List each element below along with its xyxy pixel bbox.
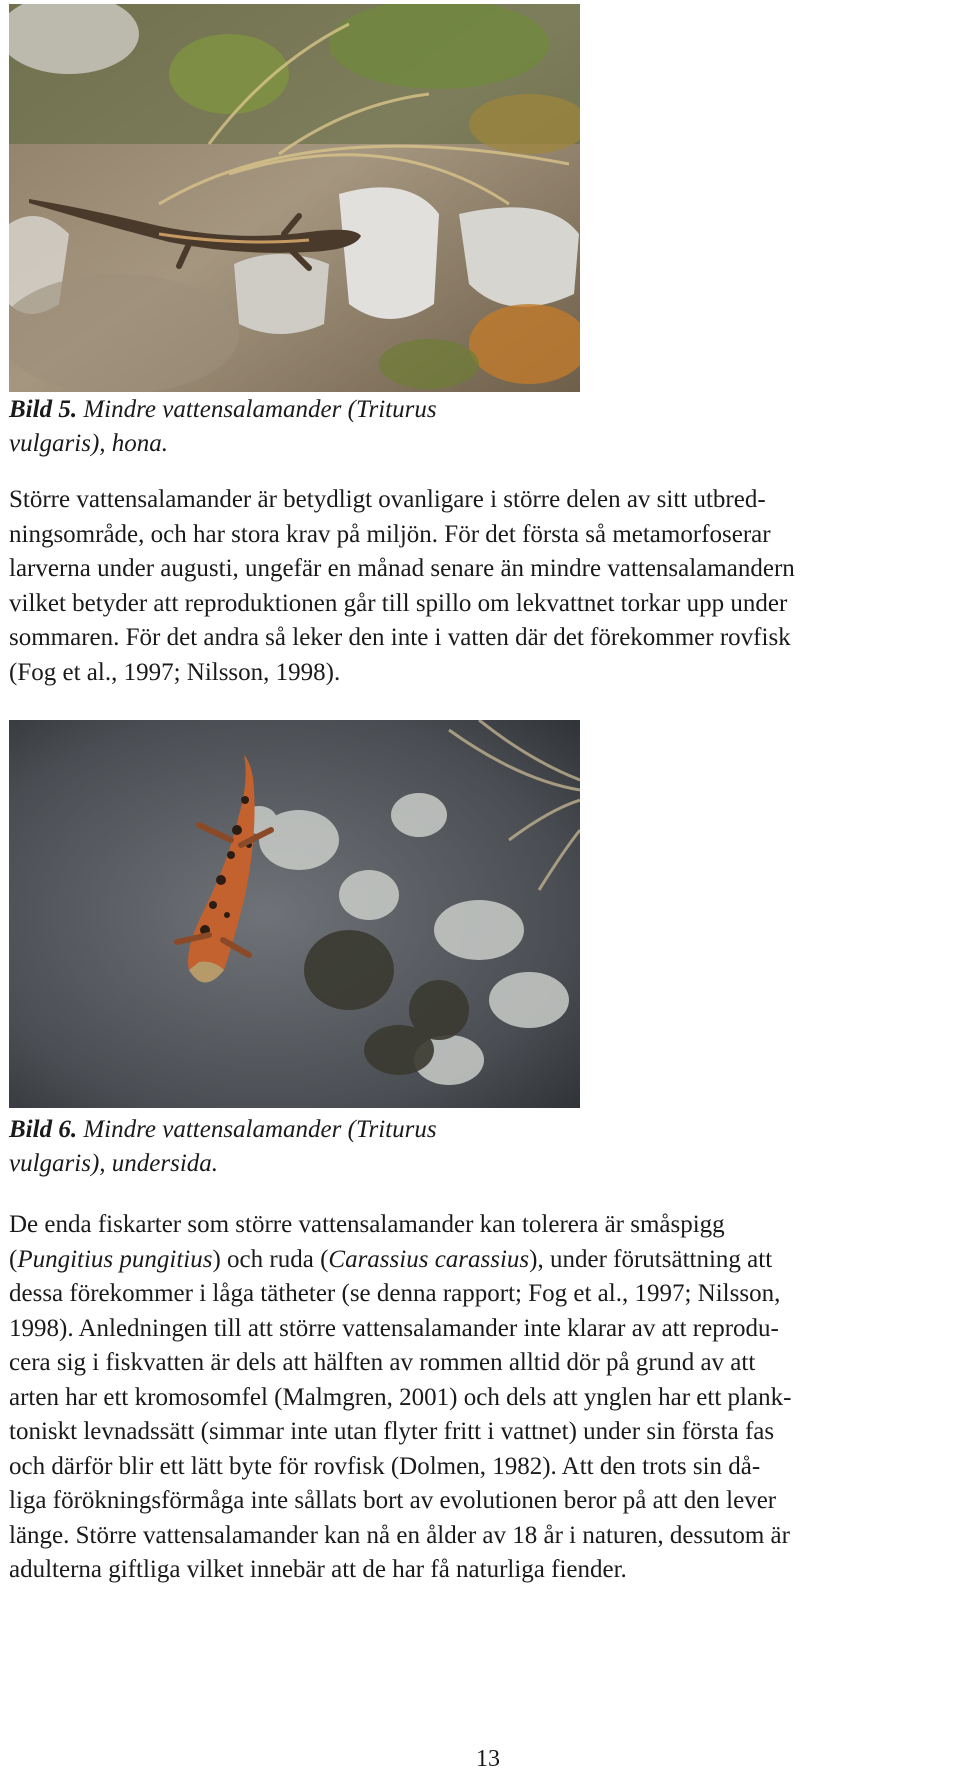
paragraph-line: länge. Större vattensalamander kan nå en ålder av 18 år i naturen, dessutom är (9, 1521, 790, 1549)
figure-5-caption (9, 393, 569, 461)
paragraph-text: ), under förutsättning att (529, 1245, 773, 1273)
photo-newt-female (9, 4, 580, 392)
paragraph-line: De enda fiskarter som större vattensalamander kan tolerera är småspigg (9, 1211, 725, 1238)
figure-5-caption-line1: Mindre vattensalamander (Triturus (83, 396, 437, 423)
body-paragraph-2 (9, 1208, 954, 1588)
page-number: 13 (476, 1746, 500, 1772)
photo-newt-female-image (9, 4, 580, 392)
paragraph-line: Större vattensalamander är betydligt ovanligare i större delen av sitt utbred- (9, 486, 766, 513)
paragraph-line: (Fog et al., 1997; Nilsson, 1998). (9, 658, 341, 686)
figure-6-caption-line1: Mindre vattensalamander (Triturus (83, 1116, 437, 1143)
paragraph-line: dessa förekommer i låga tätheter (se denna rapport; Fog et al., 1997; Nilsson, (9, 1280, 781, 1307)
paragraph-line: ningsområde, och har stora krav på miljön. För det första så metamorfoserar (9, 520, 771, 548)
paragraph-line: cera sig i fiskvatten är dels att hälften av rommen alltid dör på grund av att (9, 1349, 756, 1376)
paragraph-line: sommaren. För det andra så leker den inte i vatten där det förekommer rovfisk (9, 624, 791, 651)
paragraph-line: toniskt levnadssätt (simmar inte utan flyter fritt i vattnet) under sin första fas (9, 1418, 775, 1445)
paragraph-line: och därför blir ett lätt byte för rovfisk (Dolmen, 1982). Att den trots sin då- (9, 1452, 761, 1480)
body-paragraph-1 (9, 483, 954, 690)
paragraph-line: 1998). Anledningen till att större vattensalamander inte klarar av att reprodu- (9, 1314, 779, 1342)
figure-6-caption (9, 1113, 569, 1181)
paragraph-line: larverna under augusti, ungefär en månad senare än mindre vattensalamandern (9, 555, 795, 582)
paragraph-text: ) och ruda ( (212, 1245, 329, 1273)
figure-5-caption-line2: vulgaris), hona. (9, 430, 169, 457)
figure-6-label: Bild 6. (9, 1116, 78, 1143)
paragraph-line: liga förökningsförmåga inte sållats bort av evolutionen beror på att den lever (9, 1487, 777, 1514)
photo-newt-underside (9, 720, 580, 1108)
paragraph-line: adulterna giftliga vilket innebär att de har få naturliga fiender. (9, 1556, 627, 1583)
figure-5-label: Bild 5. (9, 396, 78, 423)
species-name: Carassius carassius (328, 1245, 530, 1273)
species-name: Pungitius pungitius (17, 1245, 213, 1273)
photo-newt-underside-image (9, 720, 580, 1108)
paragraph-line (9, 1243, 954, 1278)
figure-6-caption-line2: vulgaris), undersida. (9, 1150, 219, 1177)
paragraph-line: arten har ett kromosomfel (Malmgren, 2001) och dels att ynglen har ett plank- (9, 1383, 792, 1411)
paragraph-line: vilket betyder att reproduktionen går till spillo om lekvattnet torkar upp under (9, 589, 788, 617)
paragraph-text: ( (9, 1245, 18, 1273)
